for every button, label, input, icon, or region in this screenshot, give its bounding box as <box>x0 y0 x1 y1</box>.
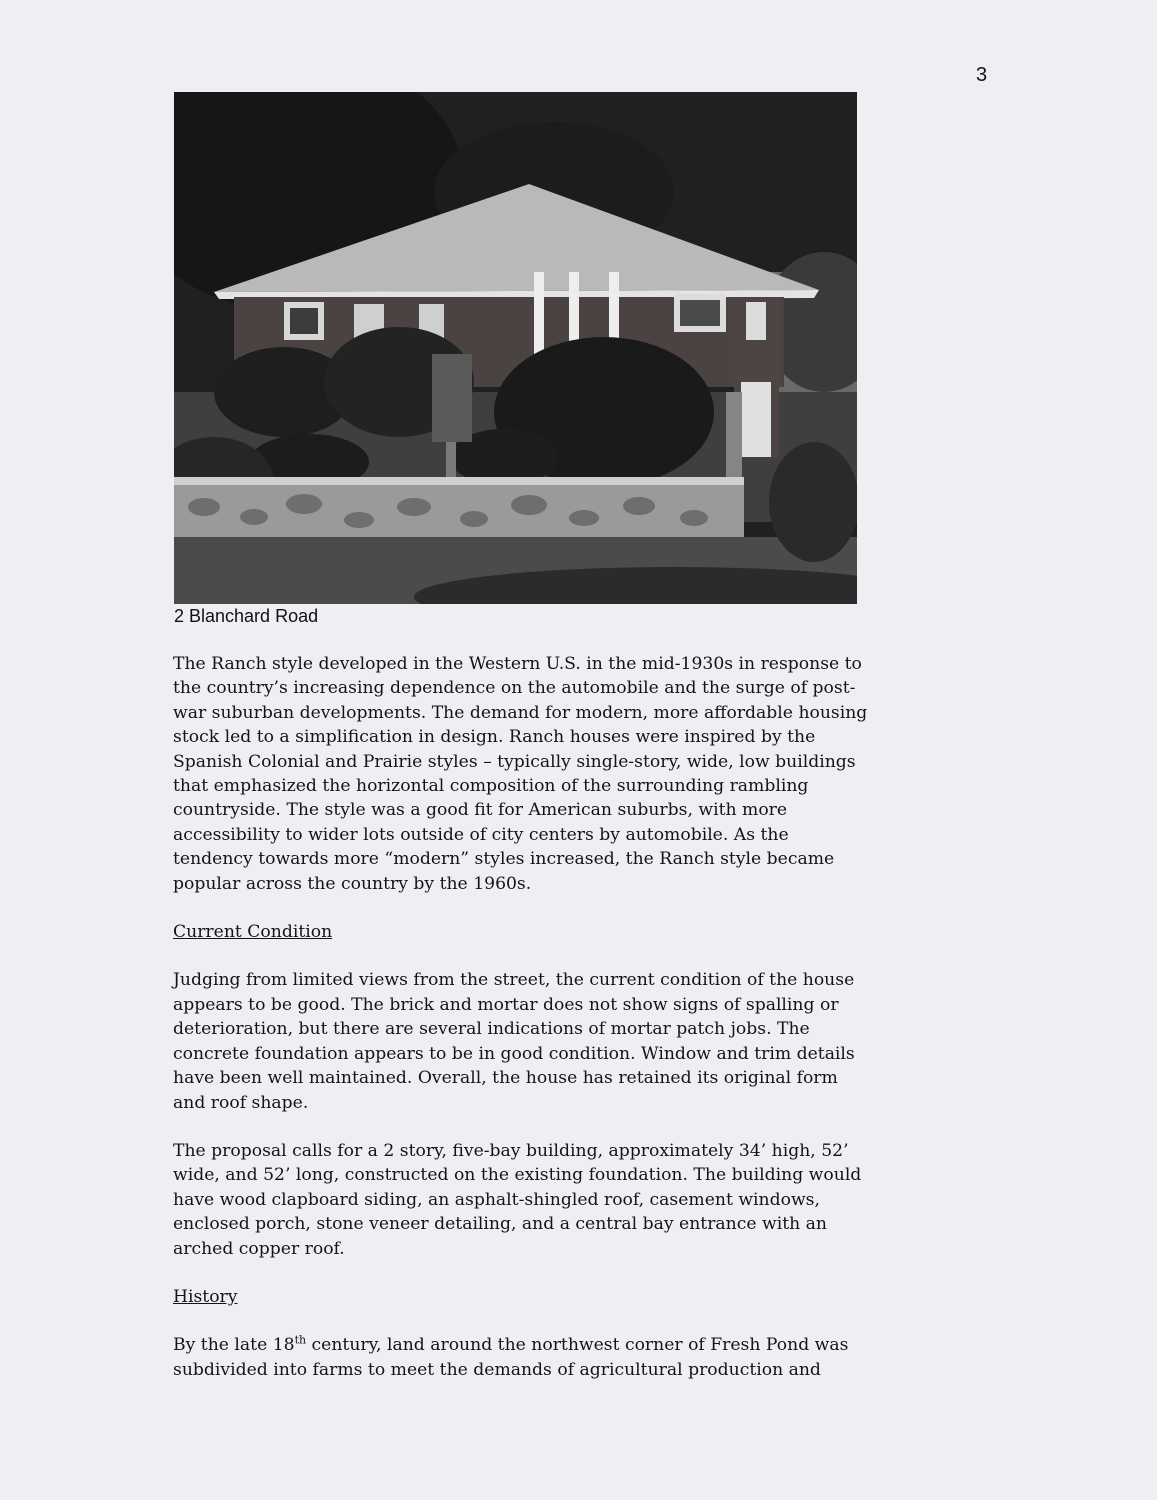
intro-line: The Ranch style developed in the Western U.S. in the mid-1930s in response to <box>173 654 862 674</box>
photo-caption: 2 Blanchard Road <box>174 606 319 626</box>
proposal-line: The proposal calls for a 2 story, five-bay building, approximately 34’ high, 52’ <box>173 1140 849 1161</box>
proposal-line: have wood clapboard siding, an asphalt-shingled roof, casement windows, <box>173 1189 820 1210</box>
condition-line: and roof shape. <box>173 1092 309 1113</box>
history-line: subdivided into farms to meet the demands of agricultural production and <box>173 1359 821 1380</box>
intro-line: the country’s increasing dependence on the automobile and the surge of post- <box>173 678 856 699</box>
intro-line: tendency towards more “modern” styles increased, the Ranch style became <box>173 849 835 870</box>
intro-line: that emphasized the horizontal composition of the surrounding rambling <box>173 776 809 797</box>
proposal-line: arched copper roof. <box>173 1238 345 1259</box>
intro-line: countryside. The style was a good fit for American suburbs, with more <box>173 800 788 821</box>
ordinal-suffix: th <box>294 1333 307 1347</box>
history-heading: History <box>173 1286 238 1307</box>
condition-line: have been well maintained. Overall, the house has retained its original form <box>173 1068 838 1089</box>
proposal-line: enclosed porch, stone veneer detailing, and a central bay entrance with an <box>173 1214 827 1235</box>
condition-line: Judging from limited views from the street, the current condition of the house <box>173 970 855 991</box>
history-line <box>173 1333 1003 1357</box>
condition-line: appears to be good. The brick and mortar does not show signs of spalling or <box>173 994 839 1015</box>
intro-line: popular across the country by the 1960s. <box>173 873 532 894</box>
condition-line: concrete foundation appears to be in good condition. Window and trim details <box>173 1043 855 1064</box>
current-condition-heading: Current Condition <box>173 922 333 943</box>
history-text: century, land around the northwest corner of Fresh Pond was <box>306 1335 849 1356</box>
intro-line: stock led to a simplification in design. Ranch houses were inspired by the <box>173 727 816 748</box>
intro-line: war suburban developments. The demand for modern, more affordable housing <box>173 702 868 723</box>
condition-line: deterioration, but there are several indications of mortar patch jobs. The <box>173 1019 810 1040</box>
proposal-line: wide, and 52’ long, constructed on the existing foundation. The building would <box>173 1165 862 1186</box>
page-number: 3 <box>976 64 988 86</box>
house-photo <box>174 92 857 604</box>
document-body <box>173 652 1003 1382</box>
intro-line: accessibility to wider lots outside of city centers by automobile. As the <box>173 824 789 845</box>
history-text: By the late 18 <box>173 1335 295 1356</box>
intro-line: Spanish Colonial and Prairie styles – typically single-story, wide, low buildings <box>173 751 856 772</box>
